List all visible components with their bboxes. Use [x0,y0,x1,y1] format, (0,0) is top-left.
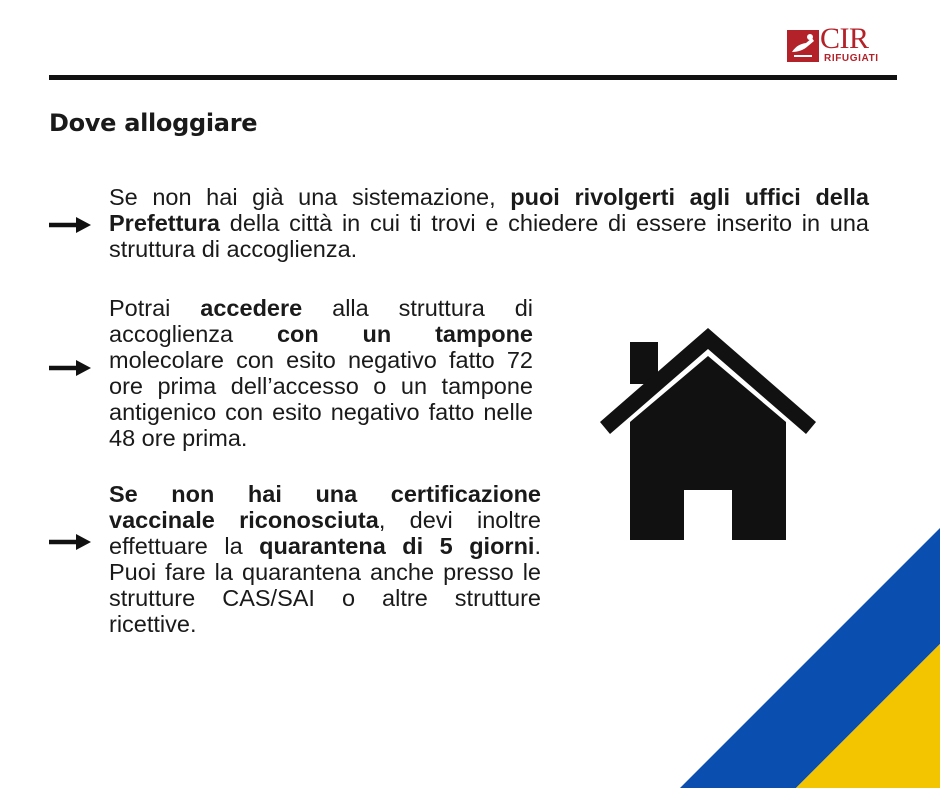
emphasis-text: Se non hai una certificazione vaccinale riconosciuta [109,481,541,533]
paragraph-prefettura [109,184,869,262]
body-text: . Puoi fare la quarantena anche presso le strutture CAS/SAI o altre strutture ricettive. [109,533,541,637]
body-text: Se non hai già una sistemazione, [109,184,511,210]
paragraph-quarantena [109,481,541,637]
body-text: Potrai [109,295,201,321]
body-text: alla struttura di accoglienza [109,295,533,347]
emphasis-text: accedere [200,295,303,321]
header-divider [49,75,897,80]
paragraph-tampone [109,295,533,451]
ukraine-flag-corner [680,528,940,788]
body-text: molecolare con esito negativo fatto 72 ore prima dell’accesso o un tampone antigenico con esito negativo fatto nelle 48 ore prima. [109,347,533,451]
house-icon [596,326,820,540]
body-text: della città in cui ti trovi e chiedere di essere inserito in una struttura di accoglienza. [109,210,869,262]
arrow-right-icon [49,358,93,378]
arrow-right-icon [49,215,93,235]
body-text: , devi inoltre effettuare la [109,507,541,559]
logo-wordmark: CIR [820,22,869,55]
page-title: Dove alloggiare [49,109,258,137]
emphasis-text: quarantena di 5 giorni [259,533,535,559]
logo-subtitle: RIFUGIATI [824,53,879,64]
cir-emblem-icon [786,28,820,64]
arrow-right-icon [49,532,93,552]
cir-rifugiati-logo [786,22,886,70]
emphasis-text: puoi rivolgerti agli uffici della Prefettura [109,184,869,236]
emphasis-text: con un tampone [276,321,533,347]
